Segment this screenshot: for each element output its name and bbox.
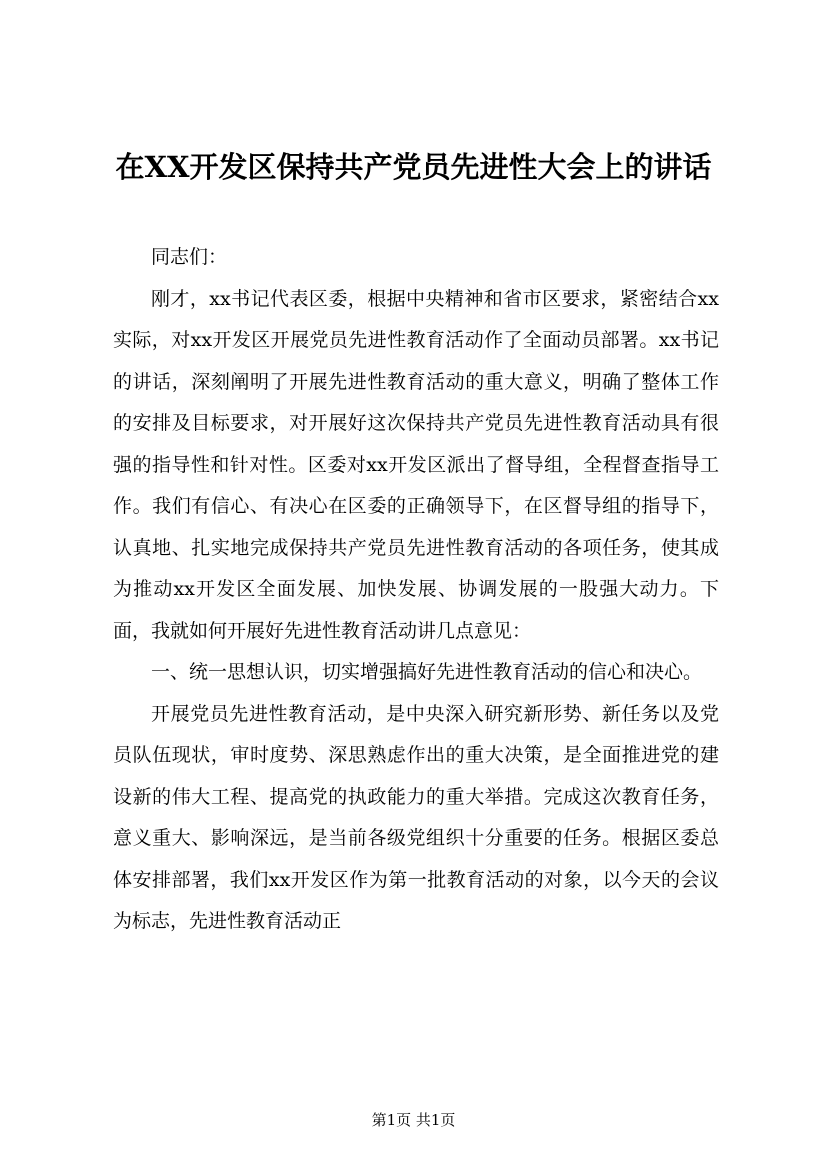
document-title: 在XX开发区保持共产党员先进性大会上的讲话	[115, 150, 712, 184]
section-heading-paragraph: 一、统一思想认识，切实增强搞好先进性教育活动的信心和决心。	[151, 661, 703, 683]
document-body	[113, 237, 719, 943]
body-paragraph: 开展党员先进性教育活动，是中央深入研究新形势、新任务以及党员队伍现状，审时度势、深思熟虑作出的重大决策，是全面推进党的建设新的伟大工程、提高党的执政能力的重大举措。完成这次教育任务，意义重大、影响深远，是当前各级党组织十分重要的任务。根据区委总体安排部署，我们xx开发区作为第一批教育活动的对象，以今天的会议为标志，先进性教育活动正	[113, 702, 719, 932]
body-paragraph: 刚才，xx书记代表区委，根据中央精神和省市区要求，紧密结合xx实际，对xx开发区开展党员先进性教育活动作了全面动员部署。xx书记的讲话，深刻阐明了开展先进性教育活动的重大意义，明确了整体工作的安排及目标要求，对开展好这次保持共产党员先进性教育活动具有很强的指导性和针对性。区委对xx开发区派出了督导组，全程督查指导工作。我们有信心、有决心在区委的正确领导下，在区督导组的指导下，认真地、扎实地完成保持共产党员先进性教育活动的各项任务，使其成为推动xx开发区全面发展、加快发展、协调发展的一股强大动力。下面，我就如何开展好先进性教育活动讲几点意见：	[113, 287, 719, 642]
page-footer: 第1页 共1页	[371, 1111, 456, 1129]
salutation-paragraph: 同志们：	[151, 246, 228, 268]
